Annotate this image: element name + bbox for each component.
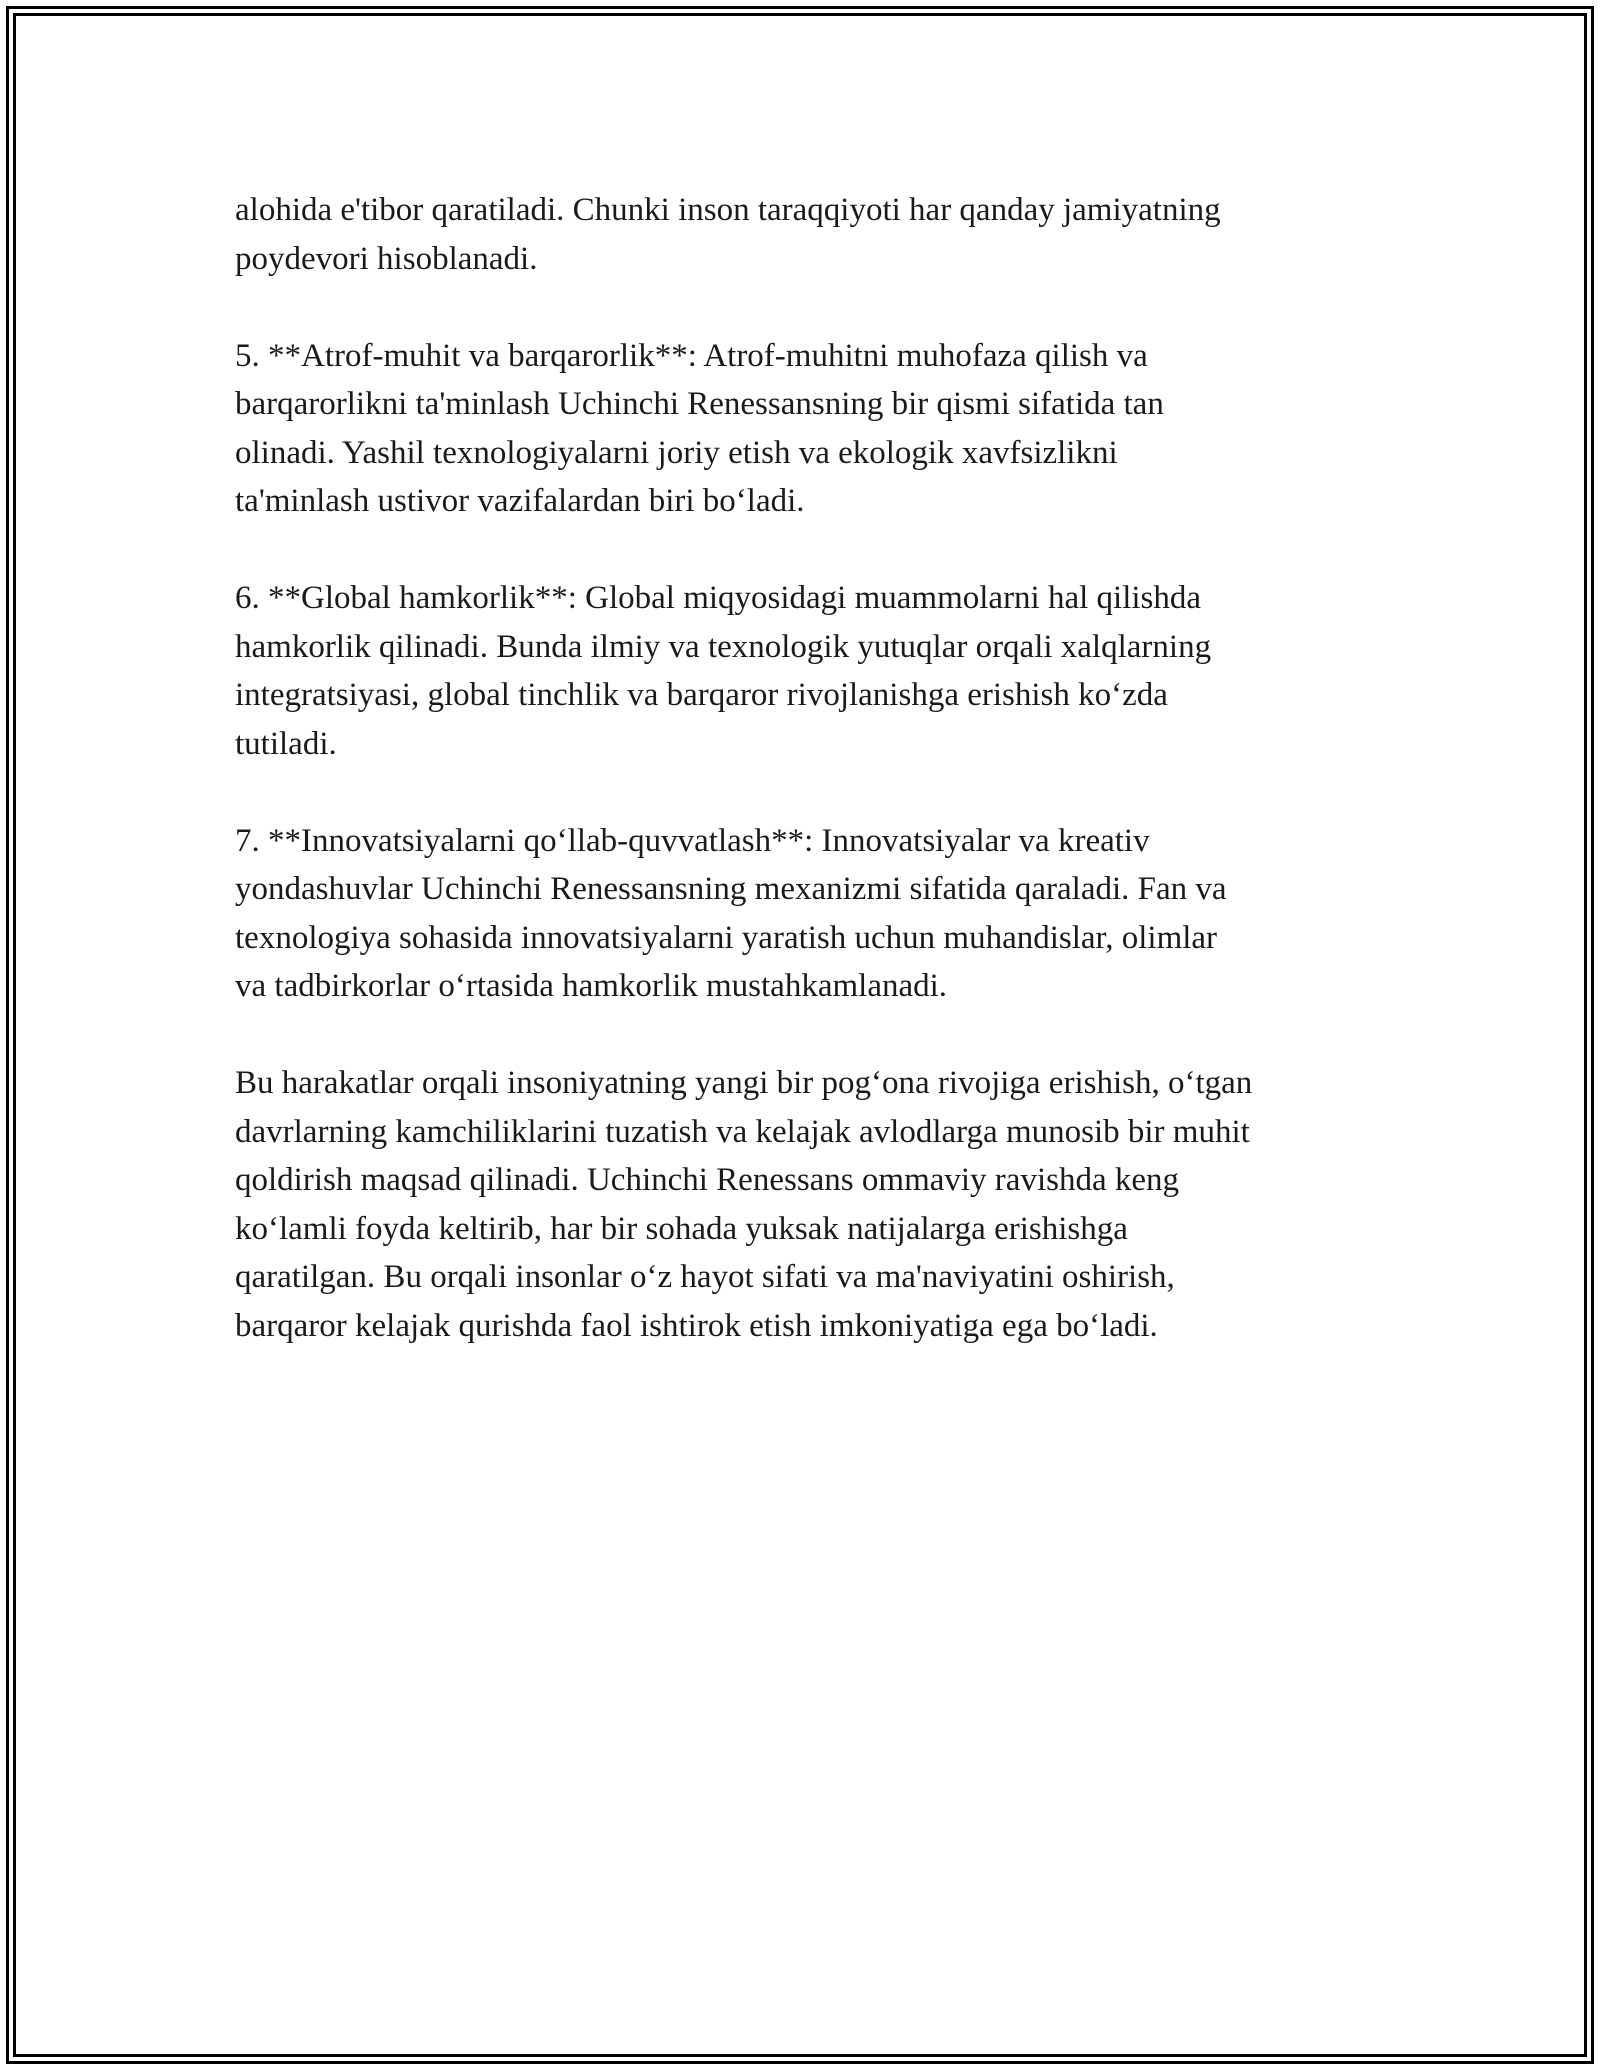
paragraph-item-6-global-cooperation: 6. **Global hamkorlik**: Global miqyosidagi muammolarni hal qilishda hamkorlik qilinadi. Bunda ilmiy va texnologik yutuqlar orqali xalqlarning integratsiyasi, global tinchlik va barqaror rivojlanishga erishish ko‘zda tutiladi. — [235, 580, 1212, 762]
paragraph-item-7-innovation: 7. **Innovatsiyalarni qo‘llab-quvvatlash**: Innovatsiyalar va kreativ yondashuvlar Uchinchi Renessansning mexanizmi sifatida qaraladi. Fan va texnologiya sohasida innovatsiyalarni yaratish uchun muhandislar, olimlar va tadbirkorlar o‘rtasida hamkorlik mustahkamlanadi. — [235, 822, 1227, 1004]
paragraph-item-5-environment: 5. **Atrof-muhit va barqarorlik**: Atrof-muhitni muhofaza qilish va barqarorlikni ta'minlash Uchinchi Renessansning bir qismi sifatida tan olinadi. Yashil texnologiyalarni joriy etish va ekologik xavfsizlikni ta'minlash ustivor vazifalardan biri bo‘ladi. — [235, 337, 1164, 519]
document-body — [235, 186, 1385, 1399]
paragraph-intro-continuation: alohida e'tibor qaratiladi. Chunki inson taraqqiyoti har qanday jamiyatning poydevori hisoblanadi. — [235, 192, 1221, 277]
paragraph-conclusion: Bu harakatlar orqali insoniyatning yangi bir pog‘ona rivojiga erishish, o‘tgan davrlarning kamchiliklarini tuzatish va kelajak avlodlarga munosib bir muhit qoldirish maqsad qilinadi. Uchinchi Renessans ommaviy ravishda keng ko‘lamli foyda keltirib, har bir sohada yuksak natijalarga erishishga qaratilgan. Bu orqali insonlar o‘z hayot sifati va ma'naviyatini oshirish, barqaror kelajak qurishda faol ishtirok etish imkoniyatiga ega bo‘ladi. — [235, 1065, 1253, 1344]
